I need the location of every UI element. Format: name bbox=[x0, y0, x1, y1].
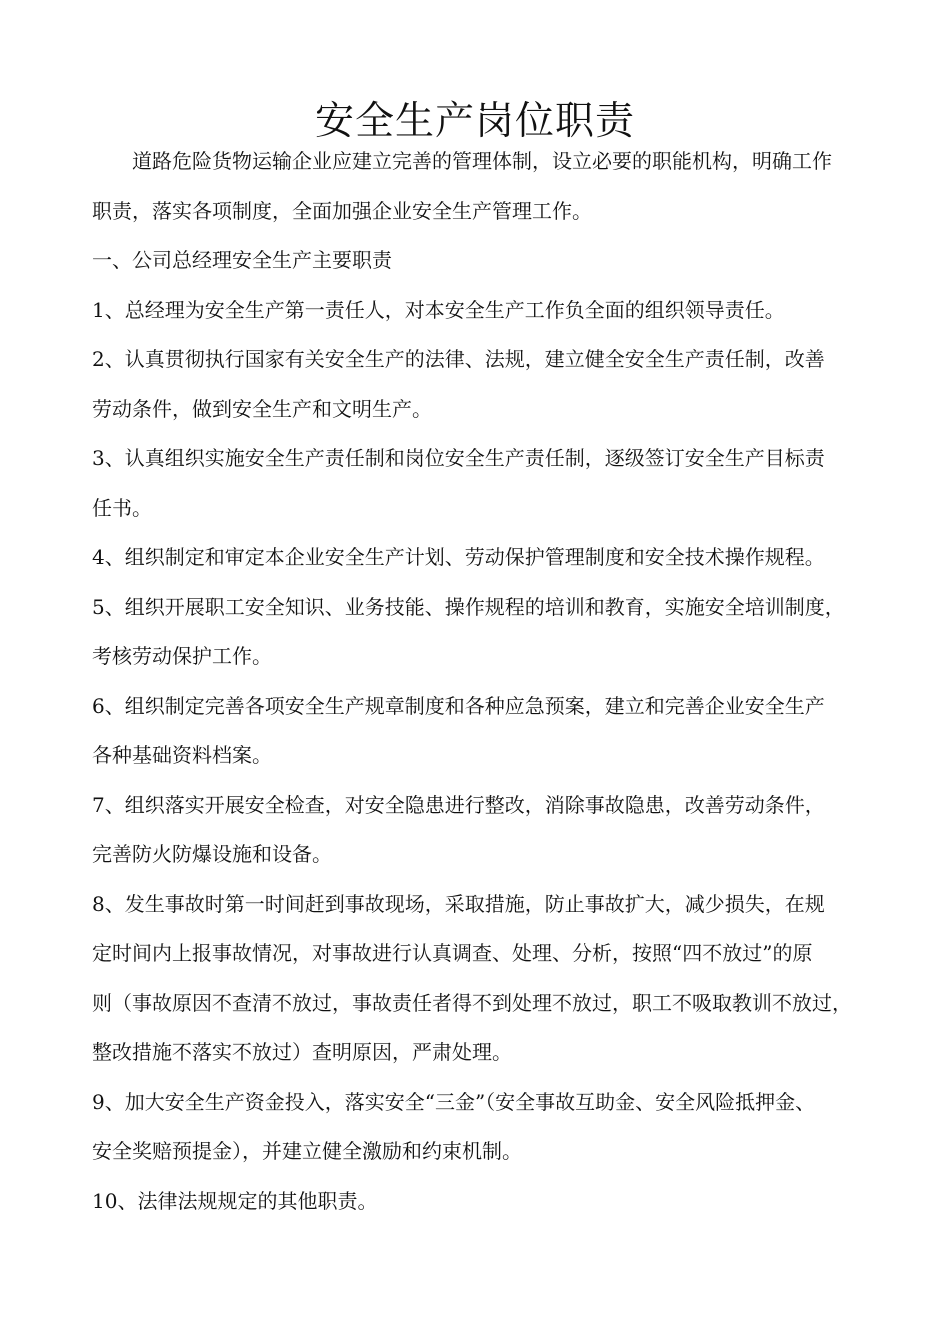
intro-line-1: 道路危险货物运输企业应建立完善的管理体制，设立必要的职能机构，明确工作 bbox=[132, 149, 832, 173]
item-8-line-2: 定时间内上报事故情况，对事故进行认真调查、处理、分析，按照“四不放过”的原 bbox=[92, 941, 813, 965]
item-2-line-2: 劳动条件，做到安全生产和文明生产。 bbox=[92, 397, 432, 421]
item-10-line-1: 10、法律法规规定的其他职责。 bbox=[92, 1189, 378, 1213]
document-title: 安全生产岗位职责 bbox=[314, 99, 635, 145]
item-9-line-2: 安全奖赔预提金），并建立健全激励和约束机制。 bbox=[92, 1139, 522, 1163]
item-8-line-1: 8、发生事故时第一时间赶到事故现场，采取措施，防止事故扩大，减少损失，在规 bbox=[92, 892, 825, 916]
item-3-line-2: 任书。 bbox=[92, 496, 152, 520]
item-2-line-1: 2、认真贯彻执行国家有关安全生产的法律、法规，建立健全安全生产责任制，改善 bbox=[92, 347, 825, 371]
item-3-line-1: 3、认真组织实施安全生产责任制和岗位安全生产责任制，逐级签订安全生产目标责 bbox=[92, 446, 825, 470]
item-7-line-1: 7、组织落实开展安全检查，对安全隐患进行整改，消除事故隐患，改善劳动条件， bbox=[92, 793, 825, 817]
item-6-line-2: 各种基础资料档案。 bbox=[92, 743, 272, 767]
item-7-line-2: 完善防火防爆设施和设备。 bbox=[92, 842, 332, 866]
item-1-line-1: 1、总经理为安全生产第一责任人，对本安全生产工作负全面的组织领导责任。 bbox=[92, 298, 785, 322]
item-8-line-4: 整改措施不落实不放过）查明原因，严肃处理。 bbox=[92, 1040, 512, 1064]
section-heading: 一、公司总经理安全生产主要职责 bbox=[92, 248, 392, 272]
intro-line-2: 职责，落实各项制度，全面加强企业安全生产管理工作。 bbox=[92, 199, 592, 223]
item-6-line-1: 6、组织制定完善各项安全生产规章制度和各种应急预案，建立和完善企业安全生产 bbox=[92, 694, 825, 718]
item-8-line-3: 则（事故原因不查清不放过，事故责任者得不到处理不放过，职工不吸取教训不放过， bbox=[92, 991, 852, 1015]
item-9-line-1: 9、加大安全生产资金投入，落实安全“三金”（安全事故互助金、安全风险抵押金、 bbox=[92, 1090, 816, 1114]
item-5-line-1: 5、组织开展职工安全知识、业务技能、操作规程的培训和教育，实施安全培训制度， bbox=[92, 595, 845, 619]
item-5-line-2: 考核劳动保护工作。 bbox=[92, 644, 272, 668]
item-4-line-1: 4、组织制定和审定本企业安全生产计划、劳动保护管理制度和安全技术操作规程。 bbox=[92, 545, 825, 569]
